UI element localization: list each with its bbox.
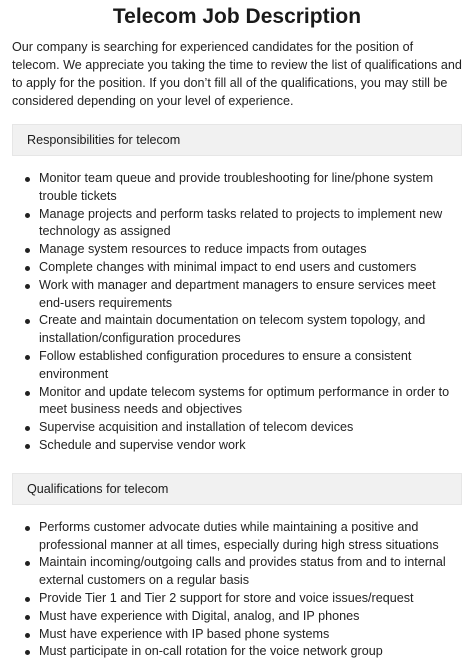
list-item: Create and maintain documentation on telecom system topology, and installation/configuration procedures [39, 312, 462, 348]
list-item: Provide Tier 1 and Tier 2 support for store and voice issues/request [39, 590, 462, 608]
list-item: Performs customer advocate duties while maintaining a positive and professional manner at all times, especially during high stress situations [39, 519, 462, 555]
list-item: Follow established configuration procedures to ensure a consistent environment [39, 348, 462, 384]
list-item: Manage system resources to reduce impacts from outages [39, 241, 462, 259]
list-item: Schedule and supervise vendor work [39, 437, 462, 455]
list-item: Monitor team queue and provide troubleshooting for line/phone system trouble tickets [39, 170, 462, 206]
list-item: Must participate in on-call rotation for the voice network group [39, 643, 462, 661]
qualifications-heading: Qualifications for telecom [12, 473, 462, 505]
list-item: Supervise acquisition and installation of telecom devices [39, 419, 462, 437]
list-item: Manage projects and perform tasks related to projects to implement new technology as assigned [39, 206, 462, 242]
list-item: Maintain incoming/outgoing calls and provides status from and to internal external customers on a regular basis [39, 554, 462, 590]
page-title: Telecom Job Description [112, 5, 362, 28]
intro-paragraph: Our company is searching for experienced candidates for the position of telecom. We appreciate you taking the time to review the list of qualifications and to apply for the position. If you don’t fill all of the qualifications, you may still be considered depending on your level of experience. [12, 40, 462, 108]
responsibilities-heading: Responsibilities for telecom [12, 124, 462, 156]
list-item: Work with manager and department managers to ensure services meet end-users requirements [39, 277, 462, 313]
list-item: Must have experience with Digital, analog, and IP phones [39, 608, 462, 626]
list-item: Must have experience with IP based phone systems [39, 626, 462, 644]
qualifications-list [12, 519, 462, 661]
list-item: Monitor and update telecom systems for optimum performance in order to meet business needs and objectives [39, 384, 462, 420]
list-item: Complete changes with minimal impact to end users and customers [39, 259, 462, 277]
responsibilities-list [12, 170, 462, 455]
